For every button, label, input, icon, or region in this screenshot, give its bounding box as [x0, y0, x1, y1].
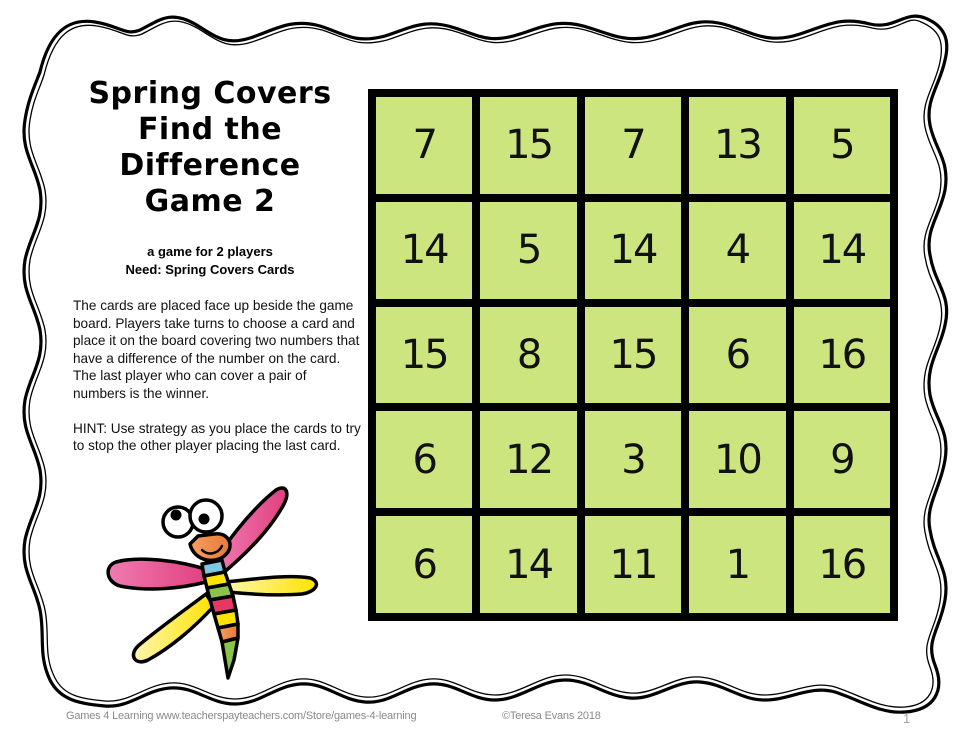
- board-cell[interactable]: 14: [480, 516, 576, 613]
- page-number: 1: [903, 711, 911, 726]
- board-cell[interactable]: 14: [376, 202, 472, 299]
- players-count-text: a game for 2 players: [147, 244, 273, 259]
- board-cell[interactable]: 15: [585, 307, 681, 404]
- dragonfly-icon: [98, 482, 320, 687]
- game-board: [368, 89, 898, 621]
- board-cell[interactable]: 14: [585, 202, 681, 299]
- materials-needed-text: Need: Spring Covers Cards: [125, 262, 295, 277]
- board-cell[interactable]: 6: [376, 411, 472, 508]
- board-cell[interactable]: 14: [794, 202, 890, 299]
- board-cell[interactable]: 5: [794, 97, 890, 194]
- title-line-4: Game 2: [144, 184, 276, 219]
- board-cell[interactable]: 1: [689, 516, 785, 613]
- board-cell[interactable]: 3: [585, 411, 681, 508]
- board-cell[interactable]: 15: [376, 307, 472, 404]
- board-cell[interactable]: 6: [689, 307, 785, 404]
- board-cell[interactable]: 9: [794, 411, 890, 508]
- board-cell[interactable]: 11: [585, 516, 681, 613]
- board-cell[interactable]: 16: [794, 307, 890, 404]
- board-cell[interactable]: 7: [585, 97, 681, 194]
- board-cell[interactable]: 16: [794, 516, 890, 613]
- hint-text: HINT: Use strategy as you place the cards to try to stop the other player placing the last card.: [73, 420, 361, 454]
- game-instructions: [73, 297, 363, 472]
- board-cell[interactable]: 5: [480, 202, 576, 299]
- page-title: [62, 76, 358, 220]
- title-line-2: Find the: [137, 112, 283, 147]
- board-cell[interactable]: 13: [689, 97, 785, 194]
- rules-text: The cards are placed face up beside the game board. Players take turns to choose a card and place it on the board covering two numbers that have a difference of the number on the card. The last player who can cover a pair of numbers is the winner.: [73, 298, 360, 401]
- board-cell[interactable]: 10: [689, 411, 785, 508]
- board-cell[interactable]: 7: [376, 97, 472, 194]
- footer-copyright: ©Teresa Evans 2018: [502, 710, 601, 722]
- board-cell[interactable]: 8: [480, 307, 576, 404]
- footer-site-link[interactable]: Games 4 Learning www.teacherspayteachers.com/Store/games-4-learning: [66, 710, 417, 722]
- title-line-1: Spring Covers: [88, 76, 332, 111]
- title-line-3: Difference: [119, 148, 301, 183]
- board-cell[interactable]: 15: [480, 97, 576, 194]
- board-cell[interactable]: 4: [689, 202, 785, 299]
- board-cell[interactable]: 6: [376, 516, 472, 613]
- board-cell[interactable]: 12: [480, 411, 576, 508]
- game-requirements: [62, 243, 358, 279]
